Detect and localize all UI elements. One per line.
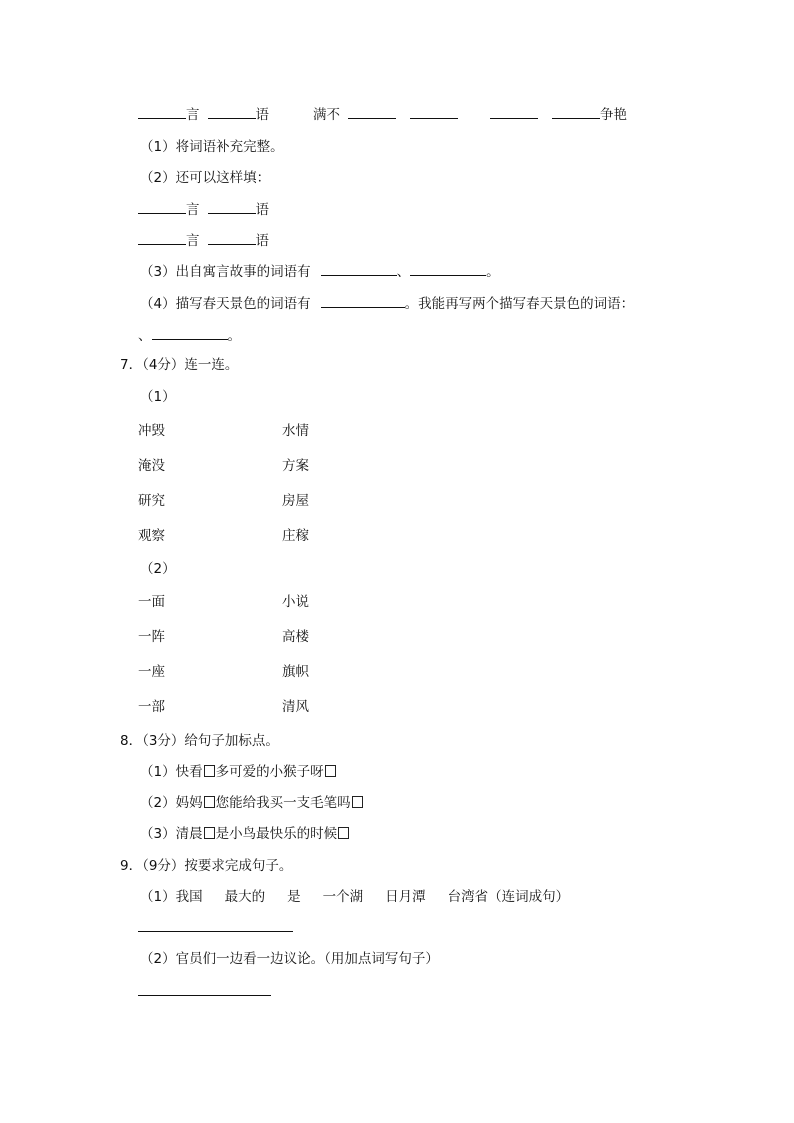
punct-period: 。 [486,264,500,280]
answer-blank[interactable] [410,262,486,276]
answer-blank[interactable] [348,105,396,119]
q7-part2-label: （2） [140,561,176,577]
match-left-item[interactable]: 研究 [138,493,165,509]
match-left-item[interactable]: 淹没 [138,458,165,474]
punctuation-box[interactable] [204,765,215,777]
punctuation-box[interactable] [204,827,215,839]
match-right-item[interactable]: 清风 [282,699,309,715]
q6-sub4 [140,294,634,313]
sentence-part: 多可爱的小猴子呀 [215,764,324,780]
word-manbu: 满不 [313,107,340,123]
q7-part1-label: （1） [140,389,176,405]
q9-sub1-answer-line[interactable] [138,918,293,937]
idiom-fill-row [138,105,627,124]
match-left-item[interactable]: 一阵 [138,629,165,645]
answer-blank[interactable] [208,105,256,119]
punctuation-box[interactable] [325,765,336,777]
q8-sentence-1 [140,763,337,781]
answer-blank[interactable] [152,326,228,340]
char-yan: 言 [186,202,200,218]
answer-blank[interactable] [138,105,186,119]
q6-sub3-text: （3）出自寓言故事的词语有 [140,264,311,280]
match-right-item[interactable]: 庄稼 [282,528,309,544]
scrambled-word: 我国 [175,889,203,905]
match-left-item[interactable]: 一座 [138,664,165,680]
q9-sub1-label: （1） [140,889,176,905]
answer-blank[interactable] [410,105,458,119]
q6-sub4-cont [138,326,241,345]
sentence-part: 是小鸟最快乐的时候 [215,826,338,842]
punctuation-box[interactable] [204,796,215,808]
match-right-item[interactable]: 小说 [282,594,309,610]
answer-blank[interactable] [321,262,397,276]
punctuation-box[interactable] [352,796,363,808]
word-zhengyan: 争艳 [600,107,627,123]
q8-sentence-3 [140,825,350,843]
answer-blank[interactable] [208,200,256,214]
punctuation-box[interactable] [338,827,349,839]
q9-sub1-hint: （连词成句） [488,889,570,905]
q8-sentence-2 [140,794,364,812]
match-right-item[interactable]: 房屋 [282,493,309,509]
punct-dun: 、 [396,264,411,280]
q6-sub2-row2 [138,231,269,250]
sentence-part: 您能给我买一支毛笔吗 [215,795,351,811]
q8-title: 8．（3分）给句子加标点。 [120,733,279,749]
q6-sub1: （1）将词语补充完整。 [140,139,284,155]
scrambled-word: 台湾省 [447,889,489,905]
answer-blank[interactable] [138,200,186,214]
match-right-item[interactable]: 水情 [282,423,309,439]
sentence-part: （3）清晨 [140,826,203,842]
q9-sub2: （2）官员们一边看一边议论。（用加点词写句子） [140,951,439,967]
match-left-item[interactable]: 一面 [138,594,165,610]
match-left-item[interactable]: 冲毁 [138,423,165,439]
scrambled-word: 最大的 [224,889,266,905]
answer-blank[interactable] [138,982,271,996]
q6-sub4-mid: 。我能再写两个描写春天景色的词语： [404,296,635,312]
char-yu: 语 [255,202,269,218]
q9-sub1 [140,888,569,906]
sentence-part: （1）快看 [140,764,203,780]
punct-dun: 、 [138,328,152,344]
q9-title: 9．（9分）按要求完成句子。 [120,858,293,874]
char-yan: 言 [186,107,200,123]
scrambled-word: 一个湖 [322,889,364,905]
match-right-item[interactable]: 方案 [282,458,309,474]
q6-sub3 [140,262,500,281]
match-left-item[interactable]: 一部 [138,699,165,715]
match-left-item[interactable]: 观察 [138,528,165,544]
match-right-item[interactable]: 高楼 [282,629,309,645]
punct-period: 。 [227,328,241,344]
q6-sub2-row1 [138,200,269,219]
q6-sub4-text: （4）描写春天景色的词语有 [140,296,311,312]
answer-blank[interactable] [490,105,538,119]
answer-blank[interactable] [208,231,256,245]
answer-blank[interactable] [321,294,405,308]
scrambled-word: 是 [287,889,301,905]
q7-title: 7．（4分）连一连。 [120,357,239,373]
char-yu: 语 [255,233,269,249]
answer-blank[interactable] [552,105,600,119]
q9-sub2-answer-line[interactable] [138,982,271,1001]
answer-blank[interactable] [138,918,293,932]
scrambled-word: 日月潭 [385,889,426,905]
q6-sub2: （2）还可以这样填： [140,170,271,186]
char-yan: 言 [186,233,200,249]
sentence-part: （2）妈妈 [140,795,203,811]
answer-blank[interactable] [138,231,186,245]
char-yu: 语 [255,107,269,123]
match-right-item[interactable]: 旗帜 [282,664,309,680]
